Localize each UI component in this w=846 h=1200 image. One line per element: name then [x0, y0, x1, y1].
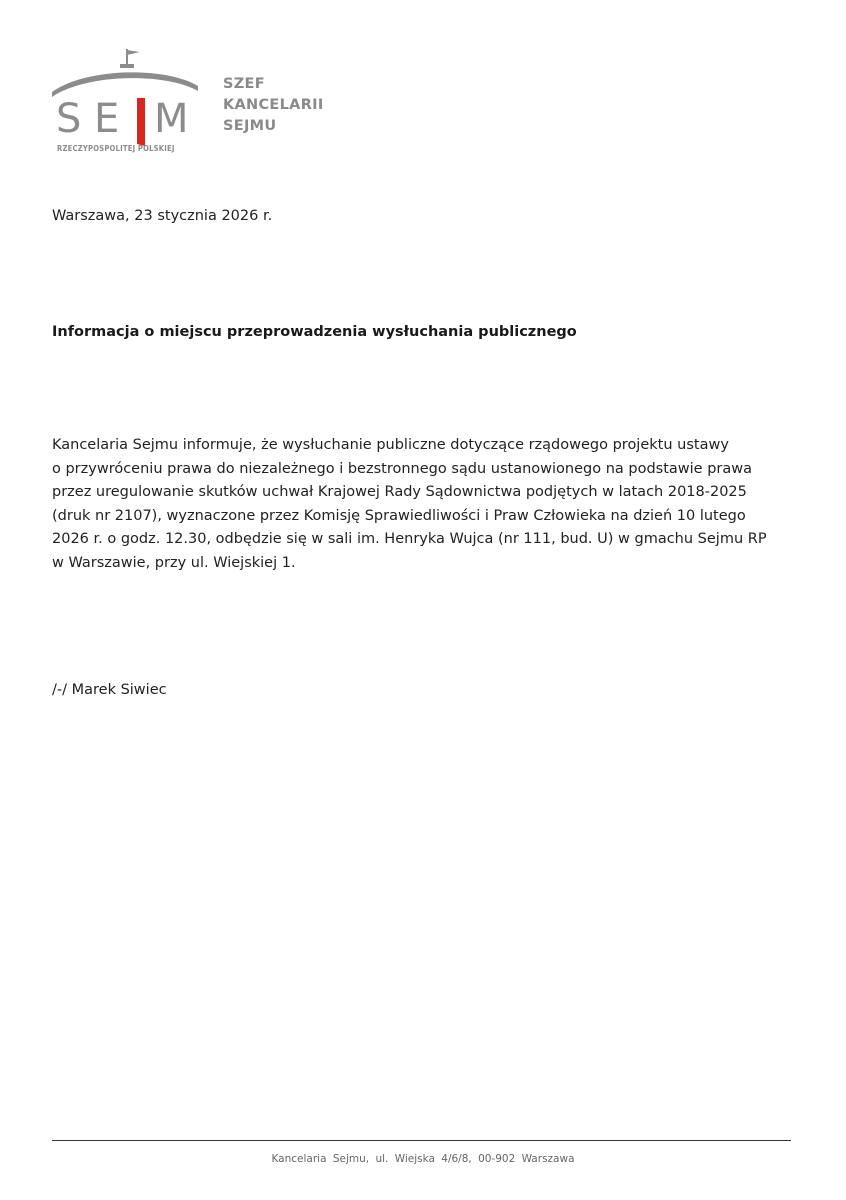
body-line: przez uregulowanie skutków uchwał Krajowej Rady Sądownictwa podjętych w latach 2018-2025 — [52, 484, 747, 501]
body-line: w Warszawie, przy ul. Wiejskiej 1. — [52, 554, 296, 571]
body-line: 2026 r. o godz. 12.30, odbędzie się w sali im. Henryka Wujca (nr 111, bud. U) w gmachu Sejmu RP — [52, 531, 767, 548]
office-name — [223, 74, 324, 137]
body-line: Kancelaria Sejmu informuje, że wysłuchanie publiczne dotyczące rządowego projektu ustawy — [52, 437, 729, 453]
logo-letter-j — [137, 98, 145, 136]
sejm-logo — [50, 46, 200, 161]
document-date: Warszawa, 23 stycznia 2026 r. — [52, 208, 273, 224]
office-line: SEJMU — [223, 118, 277, 134]
body-line: (druk nr 2107), wyznaczone przez Komisję Sprawiedliwości i Praw Człowieka na dzień 10 lutego — [52, 507, 746, 524]
body-line: o przywróceniu prawa do niezależnego i bezstronnego sądu ustanowionego na podstawie prawa — [52, 460, 752, 477]
office-line: SZEF — [223, 76, 265, 92]
logo-letter-e: E — [94, 96, 120, 142]
office-line: KANCELARII — [223, 97, 324, 113]
document-body — [52, 434, 812, 576]
footer-address: Kancelaria Sejmu, ul. Wiejska 4/6/8, 00-902 Warszawa — [271, 1153, 575, 1165]
signature: /-/ Marek Siwiec — [52, 682, 167, 698]
footer-divider — [52, 1140, 791, 1141]
logo-letter-s: S — [56, 96, 82, 142]
document-title: Informacja o miejscu przeprowadzenia wysłuchania publicznego — [52, 324, 577, 340]
logo-letter-m: M — [154, 96, 189, 142]
logo-subtitle: RZECZYPOSPOLITEJ POLSKIEJ — [57, 144, 175, 153]
